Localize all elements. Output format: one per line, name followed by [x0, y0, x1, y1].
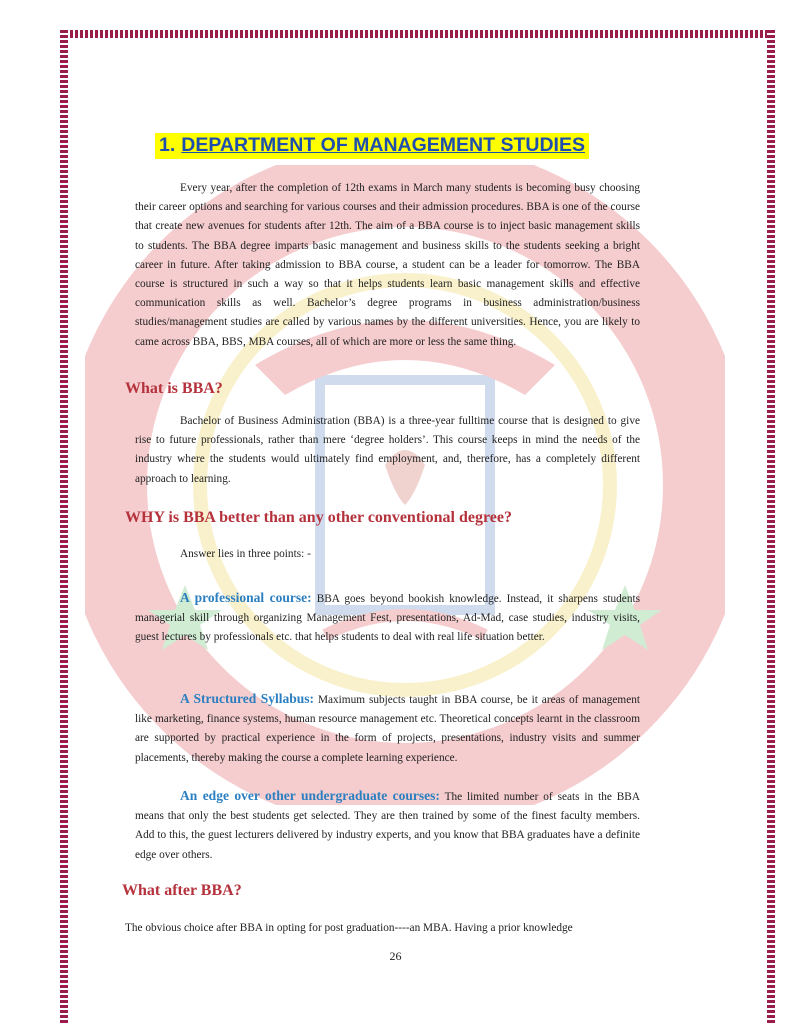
- intro-paragraph: Every year, after the completion of 12th exams in March many students is becoming busy choosing their career options and searching for various courses and their admission procedures. BBA is one of the course that create new avenues for students after 12th. The aim of a BBA course is to inject basic management skills to students. The BBA degree imparts basic management and business skills to the students seeking a bright career in future. After taking admission to BBA course, a student can be a leader for tomorrow. The BBA course is structured in such a way so that it helps students learn basic management skills and effective communication skills as well. Bachelor’s degree programs in business administration/business studies/management studies are called by various names by the different universities. Hence, you are likely to came across BBA, BBS, MBA courses, all of which are more or less the same thing.: [135, 182, 640, 348]
- point-edge-over-others: [135, 786, 640, 865]
- decorative-border-top: [60, 30, 775, 38]
- point-text: The limited number of seats in the BBA means that only the best students get selected. They are then trained by some of the finest faculty members. Add to this, the guest lecturers delivered by industry experts, and you know that BBA graduates have a definite edge over others.: [135, 791, 640, 861]
- point-text: Maximum subjects taught in BBA course, be it areas of management like marketing, finance systems, human resource management etc. Theoretical concepts learnt in the classroom are supported by practical experience in the form of projects, presentations, industry visits and summer placements, thereby making the course a complete learning experience.: [135, 694, 641, 764]
- decorative-border-right: [767, 30, 775, 1024]
- answer-intro: Answer lies in three points: -: [180, 548, 311, 560]
- page-number: 26: [389, 949, 402, 963]
- heading-title: DEPARTMENT OF MANAGEMENT STUDIES: [181, 134, 585, 156]
- page-title: [155, 133, 589, 159]
- what-is-bba-heading: What is BBA?: [125, 380, 223, 397]
- point-lead: A Structured Syllabus:: [180, 691, 315, 706]
- point-lead: A professional course:: [180, 590, 312, 605]
- point-structured-syllabus: [135, 689, 640, 768]
- what-after-bba-paragraph: The obvious choice after BBA in opting for post graduation----an MBA. Having a prior knowledge: [125, 922, 573, 934]
- heading-number: 1.: [159, 134, 176, 156]
- decorative-border-left: [60, 30, 68, 1024]
- point-lead: An edge over other undergraduate courses:: [180, 788, 440, 803]
- why-bba-heading: WHY is BBA better than any other conventional degree?: [125, 509, 512, 526]
- point-text: BBA goes beyond bookish knowledge. Instead, it sharpens students managerial skill through organizing Management Fest, presentations, Ad-Mad, case studies, industry visits, guest lectures by professionals etc. that helps students to deal with real life situation better.: [135, 593, 640, 644]
- what-is-bba-paragraph: Bachelor of Business Administration (BBA) is a three-year fulltime course that is designed to give rise to future professionals, rather than mere ‘degree holders’. This course keeps in mind the needs of the industry where the students would ultimately find employment, and, therefore, has a completely different approach to learning.: [135, 415, 640, 485]
- point-professional-course: [135, 588, 640, 648]
- what-after-bba-heading: What after BBA?: [122, 882, 242, 899]
